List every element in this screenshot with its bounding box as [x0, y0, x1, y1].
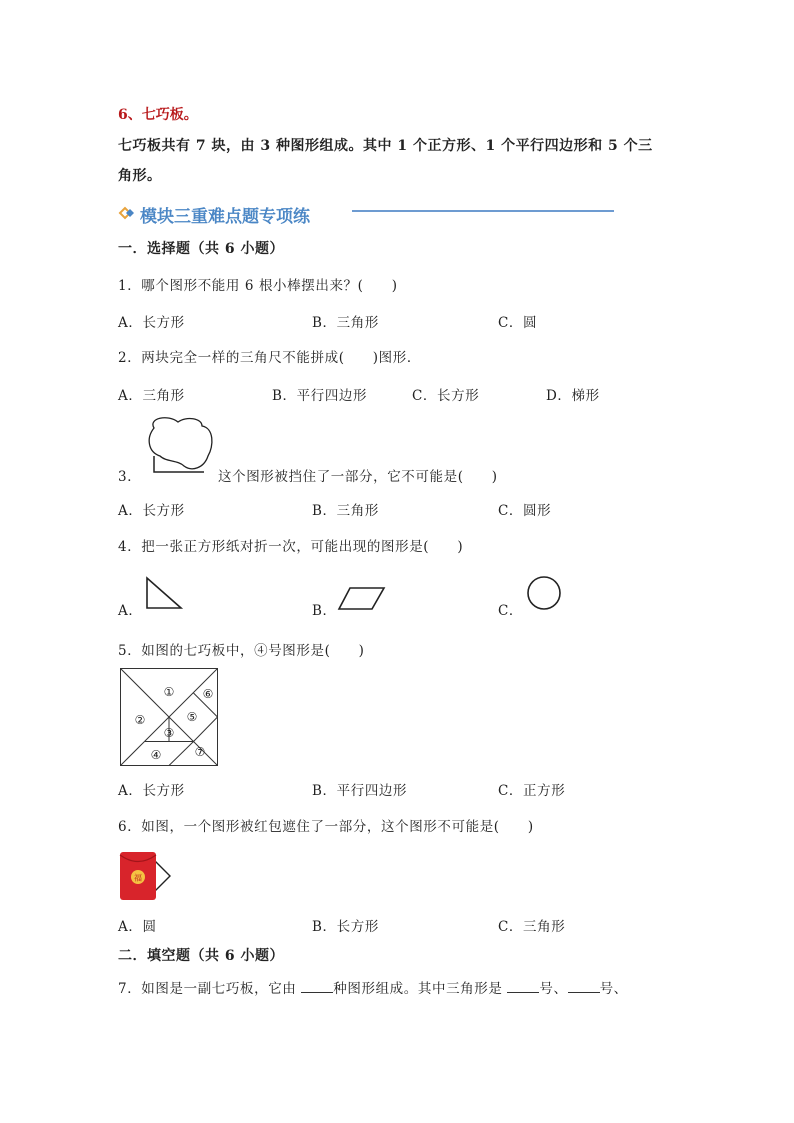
q7-blank-2[interactable]: [507, 980, 539, 993]
q7-blank-3[interactable]: [568, 980, 600, 993]
red-envelope-figure: [118, 850, 174, 904]
question-4: 4．把一张正方形纸对折一次，可能出现的图形是( ): [118, 539, 464, 555]
module-title: 模块三重难点题专项练: [140, 207, 310, 227]
right-triangle-icon: [145, 576, 185, 612]
question-3-number: 3．: [118, 469, 142, 485]
q7-text-part2: 种图形组成。其中三角形是: [333, 981, 508, 997]
q3-option-a[interactable]: A．长方形: [118, 503, 185, 519]
question-1: 1．哪个图形不能用 6 根小棒摆出来？( ): [118, 278, 398, 294]
question-5: 5．如图的七巧板中，④号图形是( ): [118, 643, 365, 659]
q2-option-a[interactable]: A．三角形: [118, 388, 185, 404]
intro-text-line1: 七巧板共有 7 块，由 3 种图形组成。其中 1 个正方形、1 个平行四边形和 5 个三: [118, 138, 653, 154]
q3-option-c[interactable]: C．圆形: [498, 503, 552, 519]
section1-heading: 一．选择题（共 6 小题）: [118, 241, 284, 257]
q6-option-a[interactable]: A．圆: [118, 919, 157, 935]
tangram-label-4: ④: [150, 748, 162, 762]
tangram-label-7: ⑦: [194, 745, 206, 759]
question-7: [118, 977, 628, 997]
diamond-arrow-icon: [118, 203, 138, 223]
section-heading-tangram: 6、七巧板。: [118, 107, 198, 123]
question-2: 2．两块完全一样的三角尺不能拼成( )图形．: [118, 350, 421, 366]
q6-option-b[interactable]: B．长方形: [312, 919, 379, 935]
q4-option-b[interactable]: B．: [312, 603, 337, 619]
fu-character: 福: [134, 873, 142, 883]
question-6: 6．如图，一个图形被红包遮住了一部分，这个图形不可能是( ): [118, 819, 534, 835]
section2-heading: 二．填空题（共 6 小题）: [118, 948, 284, 964]
module-title-rule: [352, 210, 614, 212]
q7-text-part3: 号、: [539, 981, 568, 997]
q1-option-a[interactable]: A．长方形: [118, 315, 185, 331]
question-3: 这个图形被挡住了一部分，它不可能是( ): [218, 469, 498, 485]
q2-option-c[interactable]: C．长方形: [412, 388, 480, 404]
q5-option-b[interactable]: B．平行四边形: [312, 783, 408, 799]
q3-option-b[interactable]: B．三角形: [312, 503, 379, 519]
q7-blank-1[interactable]: [301, 980, 333, 993]
q6-option-c[interactable]: C．三角形: [498, 919, 566, 935]
tangram-figure: [120, 668, 220, 768]
tangram-label-5: ⑤: [186, 710, 198, 724]
q1-option-c[interactable]: C．圆: [498, 315, 538, 331]
q7-text-part4: 号、: [599, 981, 628, 997]
blob-covered-shape: [144, 416, 216, 474]
q5-option-c[interactable]: C．正方形: [498, 783, 566, 799]
intro-text-line2: 角形。: [118, 168, 162, 184]
q4-option-c[interactable]: C．: [498, 603, 524, 619]
parallelogram-icon: [338, 586, 386, 612]
q4-option-a[interactable]: A．: [118, 603, 143, 619]
q2-option-d[interactable]: D．梯形: [546, 388, 600, 404]
tangram-label-3: ③: [163, 726, 175, 740]
tangram-label-2: ②: [134, 713, 146, 727]
tangram-label-6: ⑥: [202, 687, 214, 701]
q7-text-part1: 7．如图是一副七巧板，它由: [118, 981, 302, 997]
q1-option-b[interactable]: B．三角形: [312, 315, 379, 331]
q5-option-a[interactable]: A．长方形: [118, 783, 185, 799]
circle-icon: [526, 576, 564, 612]
tangram-label-1: ①: [163, 685, 175, 699]
q2-option-b[interactable]: B．平行四边形: [272, 388, 368, 404]
